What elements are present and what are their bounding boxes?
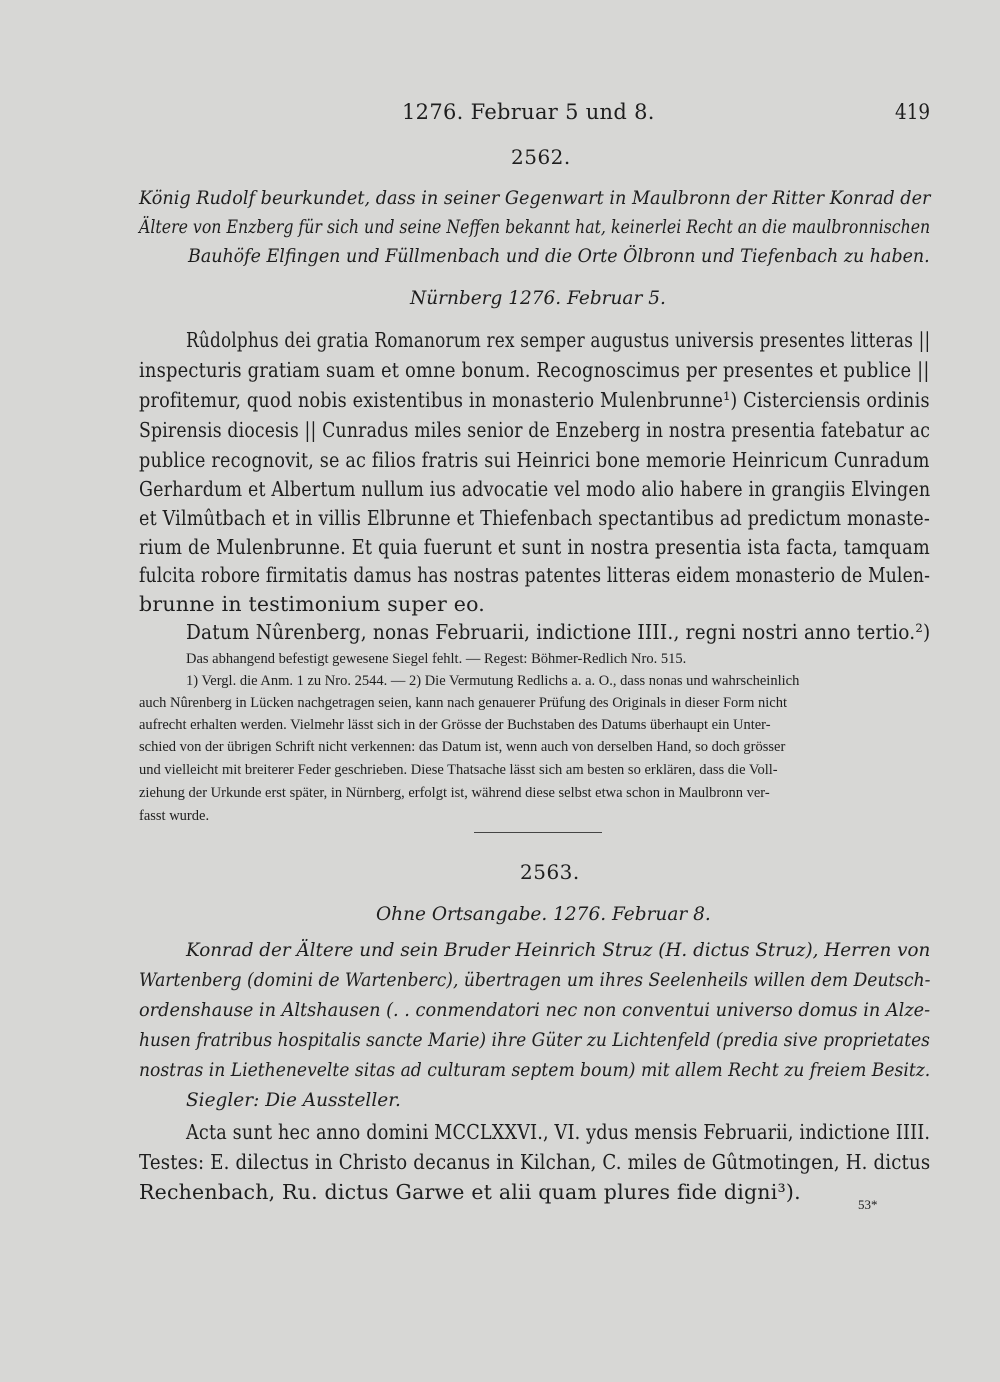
footnote-line: auch Nûrenberg in Lücken nachgetragen seien, kann nach genauerer Prüfung des Originals in dieser Form nicht — [139, 695, 787, 711]
footnote-line: aufrecht erhalten werden. Vielmehr lässt sich in der Grösse der Buchstaben des Datums überhaupt ein Unter- — [139, 717, 771, 733]
regest-line: Wartenberg (domini de Wartenberc), übertragen um ihres Seelenheils willen dem Deutsch- — [139, 970, 931, 991]
siegler-line: Siegler: Die Aussteller. — [186, 1090, 401, 1111]
place-date: Nürnberg 1276. Februar 5. — [410, 288, 666, 309]
charter-date-line: Datum Nûrenberg, nonas Februarii, indictione IIII., regni nostri anno tertio.²) — [186, 620, 931, 644]
footnote-line: und vielleicht mit breiterer Feder geschrieben. Diese Thatsache lässt sich am besten so erklären, dass die Voll- — [139, 762, 778, 778]
page-number: 419 — [895, 100, 931, 124]
running-head: 1276. Februar 5 und 8. — [402, 100, 655, 124]
charter-text-line: brunne in testimonium super eo. — [139, 592, 485, 616]
charter-text-line: et Vilmûtbach et in villis Elbrunne et Thiefenbach spectantibus ad predictum monaste- — [139, 506, 931, 530]
charter-text-line: fulcita robore firmitatis damus has nostras patentes litteras eidem monasterio de Mulen- — [139, 563, 931, 587]
charter-text-line: profitemur, quod nobis existentibus in monasterio Mulenbrunne¹) Cisterciensis ordinis — [139, 388, 930, 412]
regest-line: Bauhöfe Elfingen und Füllmenbach und die Orte Ölbronn und Tiefenbach zu haben. — [188, 246, 930, 267]
regest-line: husen fratribus hospitalis sancte Marie) ihre Güter zu Lichtenfeld (predia sive proprietates — [139, 1030, 930, 1051]
regest-line: Ältere von Enzberg für sich und seine Neffen bekannt hat, keinerlei Recht an die maulbronnischen — [139, 217, 931, 238]
regest-line: ordenshause in Altshausen (. . conmendatori nec non conventui universo domus in Alze- — [139, 1000, 931, 1021]
charter-text-line: Gerhardum et Albertum nullum ius advocatie vel modo alio habere in grangiis Elvingen — [139, 477, 931, 501]
charter-text-line: Testes: E. dilectus in Christo decanus in Kilchan, C. miles de Gûtmotingen, H. dictus — [139, 1150, 931, 1174]
footnote-line: 1) Vergl. die Anm. 1 zu Nro. 2544. — 2) Die Vermutung Redlichs a. a. O., dass nonas und wahrscheinlich — [186, 673, 800, 689]
footnote-line: fasst wurde. — [139, 808, 210, 824]
charter-text-line: publice recognovit, se ac filios fratris sui Heinrici bone memorie Heinricum Cunradum — [139, 448, 930, 472]
signature-mark: 53* — [858, 1197, 878, 1212]
charter-text-line: rium de Mulenbrunne. Et quia fuerunt et sunt in nostra presentia ista facta, tamquam — [139, 535, 930, 559]
seal-note: Das abhangend befestigt gewesene Siegel fehlt. — Regest: Böhmer-Redlich Nro. 515. — [186, 651, 687, 667]
footnote-line: schied von der übrigen Schrift nicht verkennen: das Datum ist, wenn auch von derselben Hand, so doch grösser — [139, 739, 786, 755]
section-divider — [474, 832, 602, 833]
place-date: Ohne Ortsangabe. 1276. Februar 8. — [376, 904, 711, 925]
charter-text-line: inspecturis gratiam suam et omne bonum. Recognoscimus per presentes et publice || — [139, 358, 930, 382]
charter-text-line: Rûdolphus dei gratia Romanorum rex semper augustus universis presentes litteras || — [186, 328, 931, 352]
document-number: 2563. — [520, 860, 580, 884]
charter-text-line: Rechenbach, Ru. dictus Garwe et alii quam plures fide digni³). — [139, 1180, 801, 1204]
document-number: 2562. — [511, 145, 571, 169]
regest-line: Konrad der Ältere und sein Bruder Heinrich Struz (H. dictus Struz), Herren von — [186, 940, 931, 961]
charter-text-line: Acta sunt hec anno domini MCCLXXVI., VI. ydus mensis Februarii, indictione IIII. — [186, 1120, 931, 1144]
footnote-line: ziehung der Urkunde erst später, in Nürnberg, erfolgt ist, während diese selbst etwa schon in Maulbronn ver- — [139, 785, 770, 801]
charter-text-line: Spirensis diocesis || Cunradus miles senior de Enzeberg in nostra presentia fatebatur ac — [139, 418, 931, 442]
regest-line: König Rudolf beurkundet, dass in seiner Gegenwart in Maulbronn der Ritter Konrad der — [139, 188, 931, 209]
regest-line: nostras in Liethenevelte sitas ad culturam septem boum) mit allem Recht zu freiem Besitz. — [139, 1060, 931, 1081]
